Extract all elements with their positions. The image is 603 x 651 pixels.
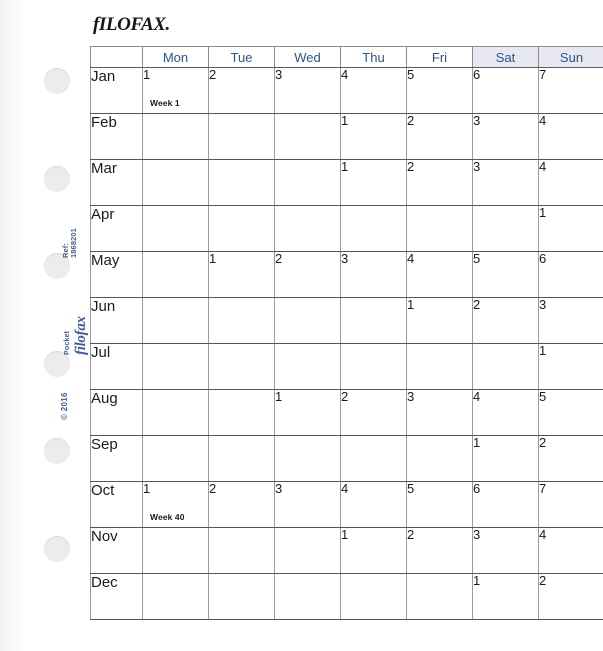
reference-value: 1868201: [69, 228, 79, 258]
day-number: 3: [473, 159, 481, 174]
month-label-apr: Apr: [91, 206, 143, 252]
day-number: 1: [473, 435, 481, 450]
day-number: 1: [473, 573, 481, 588]
day-number: 5: [407, 67, 415, 82]
day-cell-oct-mon[interactable]: [143, 482, 209, 528]
day-cell-mar-sat[interactable]: [473, 160, 539, 206]
day-number: 1: [341, 527, 349, 542]
day-number: 3: [407, 389, 415, 404]
day-cell-may-mon[interactable]: [143, 252, 209, 298]
day-cell-apr-mon[interactable]: [143, 206, 209, 252]
day-cell-apr-sun[interactable]: [539, 206, 603, 252]
day-cell-jun-sun[interactable]: [539, 298, 603, 344]
filofax-logo: fILOFAX.: [93, 14, 170, 35]
day-number: 4: [539, 527, 547, 542]
day-cell-jan-mon[interactable]: [143, 68, 209, 114]
day-number: 2: [341, 389, 349, 404]
day-number: 1: [341, 159, 349, 174]
day-cell-jun-tue[interactable]: [209, 298, 275, 344]
day-number: 5: [473, 251, 481, 266]
day-cell-sep-thu[interactable]: [341, 436, 407, 482]
day-cell-dec-tue[interactable]: [209, 574, 275, 620]
day-cell-nov-fri[interactable]: [407, 528, 473, 574]
day-number: 6: [473, 481, 481, 496]
day-number: 4: [341, 67, 349, 82]
day-cell-may-tue[interactable]: [209, 252, 275, 298]
day-cell-oct-tue[interactable]: [209, 482, 275, 528]
week-number-label: Week 1: [150, 98, 180, 108]
day-cell-oct-sat[interactable]: [473, 482, 539, 528]
day-number: 2: [539, 573, 547, 588]
day-cell-feb-thu[interactable]: [341, 114, 407, 160]
day-cell-nov-sun[interactable]: [539, 528, 603, 574]
header-row: [91, 47, 603, 68]
day-cell-may-fri[interactable]: [407, 252, 473, 298]
day-cell-aug-sat[interactable]: [473, 390, 539, 436]
day-cell-nov-sat[interactable]: [473, 528, 539, 574]
table-header: [91, 47, 603, 68]
day-cell-oct-sun[interactable]: [539, 482, 603, 528]
day-number: 1: [209, 251, 217, 266]
day-cell-apr-thu[interactable]: [341, 206, 407, 252]
month-label-feb: Feb: [91, 114, 143, 160]
day-number: 1: [407, 297, 415, 312]
day-header-mon: Mon: [143, 47, 209, 68]
day-number: 4: [539, 113, 547, 128]
day-cell-sep-sun[interactable]: [539, 436, 603, 482]
day-cell-apr-sat[interactable]: [473, 206, 539, 252]
day-cell-feb-sat[interactable]: [473, 114, 539, 160]
day-cell-oct-thu[interactable]: [341, 482, 407, 528]
day-cell-apr-wed[interactable]: [275, 206, 341, 252]
month-row: [91, 298, 603, 344]
day-number: 1: [143, 67, 151, 82]
day-number: 7: [539, 481, 547, 496]
day-cell-jul-sat[interactable]: [473, 344, 539, 390]
day-number: 5: [407, 481, 415, 496]
day-cell-sep-wed[interactable]: [275, 436, 341, 482]
day-cell-jan-tue[interactable]: [209, 68, 275, 114]
month-row: [91, 68, 603, 114]
day-cell-aug-fri[interactable]: [407, 390, 473, 436]
day-cell-jul-fri[interactable]: [407, 344, 473, 390]
month-row: [91, 574, 603, 620]
day-cell-aug-mon[interactable]: [143, 390, 209, 436]
punch-hole: [44, 536, 70, 562]
day-number: 2: [209, 67, 217, 82]
day-cell-jun-fri[interactable]: [407, 298, 473, 344]
day-cell-jul-thu[interactable]: [341, 344, 407, 390]
month-label-jun: Jun: [91, 298, 143, 344]
day-cell-feb-sun[interactable]: [539, 114, 603, 160]
day-cell-jan-fri[interactable]: [407, 68, 473, 114]
punch-hole: [44, 166, 70, 192]
day-number: 4: [473, 389, 481, 404]
day-cell-jun-mon[interactable]: [143, 298, 209, 344]
reference-label: Ref:: [61, 243, 70, 258]
month-label-dec: Dec: [91, 574, 143, 620]
day-cell-apr-fri[interactable]: [407, 206, 473, 252]
day-number: 3: [275, 481, 283, 496]
punch-hole: [44, 438, 70, 464]
day-number: 2: [539, 435, 547, 450]
year-planner-table: [90, 46, 603, 620]
day-cell-mar-tue[interactable]: [209, 160, 275, 206]
day-cell-aug-wed[interactable]: [275, 390, 341, 436]
day-cell-dec-thu[interactable]: [341, 574, 407, 620]
day-cell-jan-thu[interactable]: [341, 68, 407, 114]
month-label-may: May: [91, 252, 143, 298]
day-cell-jan-wed[interactable]: [275, 68, 341, 114]
side-brand-mark: [64, 316, 89, 355]
day-cell-may-thu[interactable]: [341, 252, 407, 298]
month-label-mar: Mar: [91, 160, 143, 206]
month-row: [91, 252, 603, 298]
punch-hole: [44, 68, 70, 94]
day-cell-nov-mon[interactable]: [143, 528, 209, 574]
month-label-jan: Jan: [91, 68, 143, 114]
day-cell-dec-wed[interactable]: [275, 574, 341, 620]
day-cell-dec-sat[interactable]: [473, 574, 539, 620]
day-cell-aug-sun[interactable]: [539, 390, 603, 436]
day-cell-jan-sat[interactable]: [473, 68, 539, 114]
month-row: [91, 390, 603, 436]
month-label-nov: Nov: [91, 528, 143, 574]
size-label: Pocket: [64, 330, 71, 355]
day-number: 7: [539, 67, 547, 82]
month-row: [91, 206, 603, 252]
reference-number: [62, 228, 78, 258]
day-cell-dec-sun[interactable]: [539, 574, 603, 620]
day-number: 2: [407, 159, 415, 174]
month-row: [91, 344, 603, 390]
day-cell-sep-tue[interactable]: [209, 436, 275, 482]
day-cell-oct-fri[interactable]: [407, 482, 473, 528]
day-cell-aug-tue[interactable]: [209, 390, 275, 436]
day-cell-feb-mon[interactable]: [143, 114, 209, 160]
month-row: [91, 160, 603, 206]
day-number: 2: [473, 297, 481, 312]
day-cell-feb-fri[interactable]: [407, 114, 473, 160]
day-number: 2: [407, 113, 415, 128]
day-cell-may-sun[interactable]: [539, 252, 603, 298]
month-row: [91, 528, 603, 574]
day-cell-feb-tue[interactable]: [209, 114, 275, 160]
day-cell-mar-mon[interactable]: [143, 160, 209, 206]
day-cell-dec-mon[interactable]: [143, 574, 209, 620]
copyright-notice: © 2016: [60, 392, 69, 420]
day-number: 3: [275, 67, 283, 82]
day-cell-feb-wed[interactable]: [275, 114, 341, 160]
day-cell-may-sat[interactable]: [473, 252, 539, 298]
day-header-sat: Sat: [473, 47, 539, 68]
day-number: 4: [341, 481, 349, 496]
month-label-oct: Oct: [91, 482, 143, 528]
day-number: 1: [539, 343, 547, 358]
week-number-label: Week 40: [150, 512, 185, 522]
day-header-sun: Sun: [539, 47, 603, 68]
day-cell-mar-wed[interactable]: [275, 160, 341, 206]
day-cell-mar-thu[interactable]: [341, 160, 407, 206]
day-cell-nov-tue[interactable]: [209, 528, 275, 574]
day-cell-apr-tue[interactable]: [209, 206, 275, 252]
day-number: 3: [473, 527, 481, 542]
day-header-thu: Thu: [341, 47, 407, 68]
day-number: 3: [539, 297, 547, 312]
day-cell-sep-sat[interactable]: [473, 436, 539, 482]
day-cell-may-wed[interactable]: [275, 252, 341, 298]
day-number: 2: [407, 527, 415, 542]
day-number: 6: [539, 251, 547, 266]
day-number: 2: [209, 481, 217, 496]
day-cell-jul-tue[interactable]: [209, 344, 275, 390]
day-cell-jul-mon[interactable]: [143, 344, 209, 390]
day-number: 5: [539, 389, 547, 404]
month-label-aug: Aug: [91, 390, 143, 436]
day-cell-sep-fri[interactable]: [407, 436, 473, 482]
day-number: 2: [275, 251, 283, 266]
day-header-tue: Tue: [209, 47, 275, 68]
day-number: 1: [539, 205, 547, 220]
day-cell-jun-thu[interactable]: [341, 298, 407, 344]
day-number: 3: [473, 113, 481, 128]
day-cell-nov-thu[interactable]: [341, 528, 407, 574]
day-number: 3: [341, 251, 349, 266]
day-cell-mar-sun[interactable]: [539, 160, 603, 206]
month-label-sep: Sep: [91, 436, 143, 482]
day-header-fri: Fri: [407, 47, 473, 68]
day-cell-jul-wed[interactable]: [275, 344, 341, 390]
table-body: [91, 68, 603, 620]
month-row: [91, 436, 603, 482]
month-row: [91, 114, 603, 160]
day-cell-jun-wed[interactable]: [275, 298, 341, 344]
month-label-jul: Jul: [91, 344, 143, 390]
month-row: [91, 482, 603, 528]
day-cell-jan-sun[interactable]: [539, 68, 603, 114]
side-filofax-logo: filofax: [72, 316, 89, 355]
day-cell-oct-wed[interactable]: [275, 482, 341, 528]
day-cell-aug-thu[interactable]: [341, 390, 407, 436]
day-number: 4: [407, 251, 415, 266]
header-corner-cell: [91, 47, 143, 68]
day-number: 1: [143, 481, 151, 496]
day-number: 1: [341, 113, 349, 128]
day-cell-nov-wed[interactable]: [275, 528, 341, 574]
day-cell-jun-sat[interactable]: [473, 298, 539, 344]
day-number: 1: [275, 389, 283, 404]
day-cell-sep-mon[interactable]: [143, 436, 209, 482]
day-cell-mar-fri[interactable]: [407, 160, 473, 206]
day-number: 4: [539, 159, 547, 174]
day-cell-dec-fri[interactable]: [407, 574, 473, 620]
day-cell-jul-sun[interactable]: [539, 344, 603, 390]
day-number: 6: [473, 67, 481, 82]
day-header-wed: Wed: [275, 47, 341, 68]
